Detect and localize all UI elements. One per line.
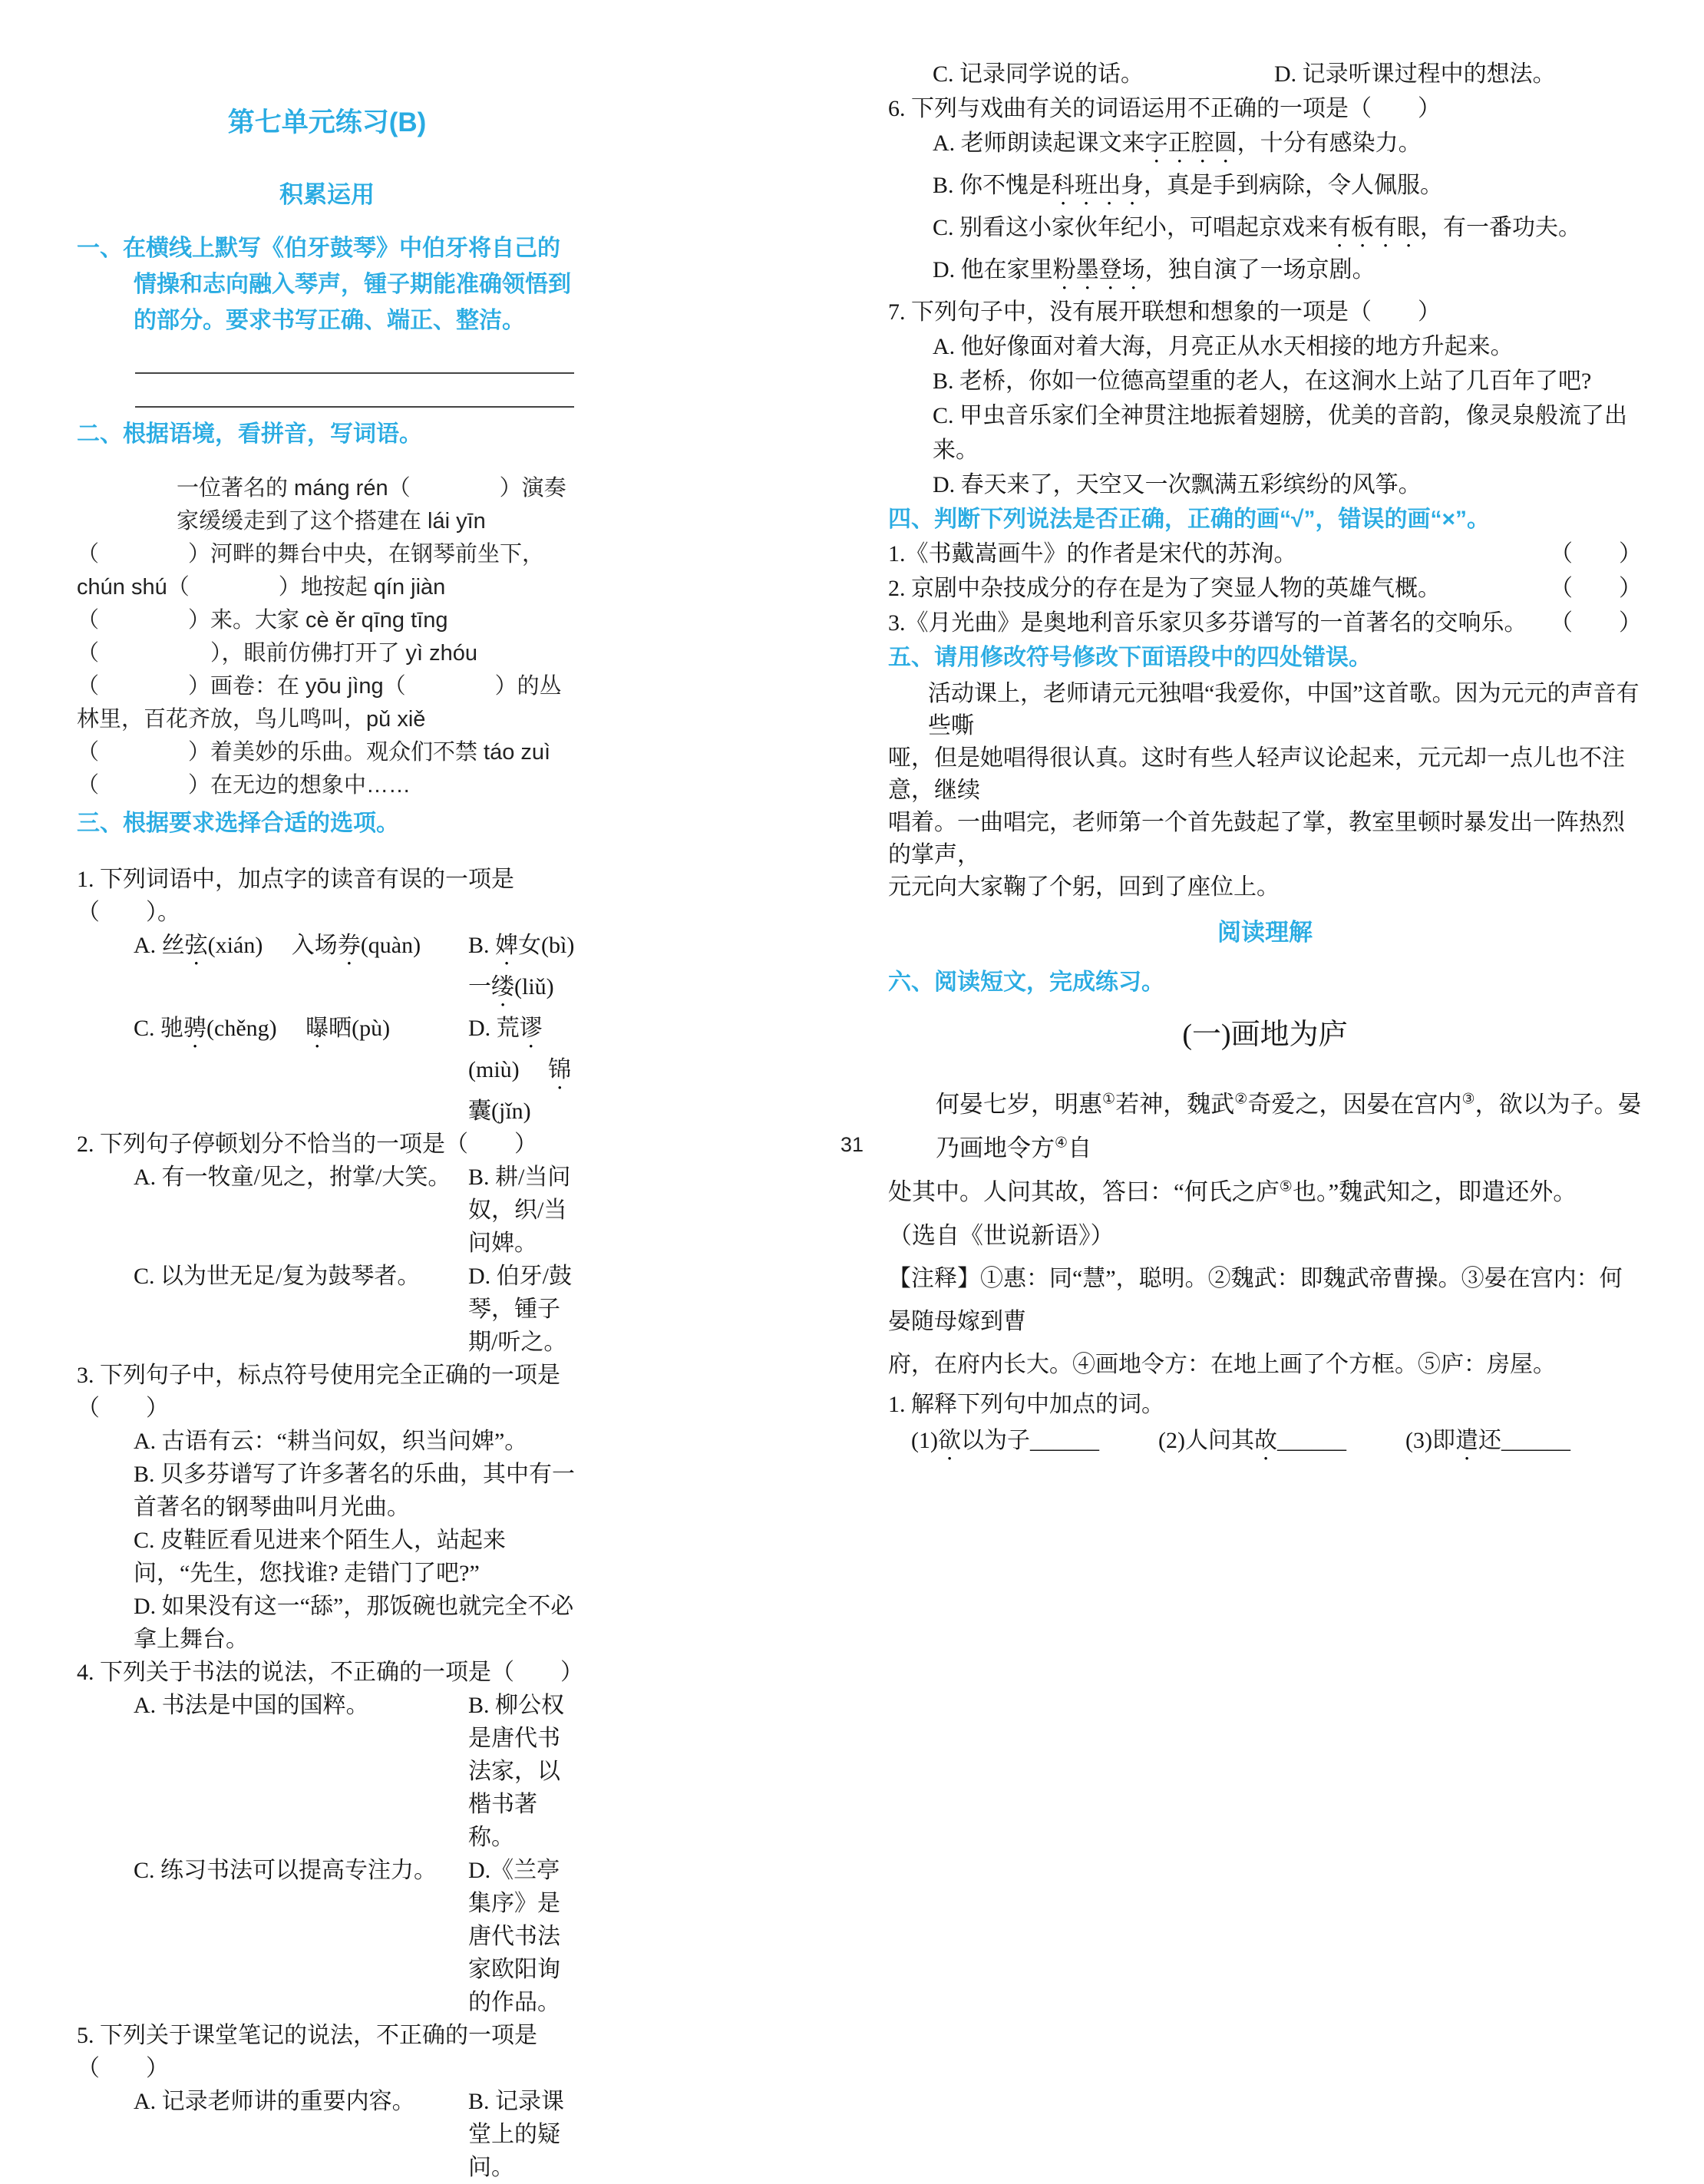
note-line: 府，在府内长大。④画地令方：在地上画了个方框。⑤庐：房屋。 <box>888 1352 1556 1377</box>
option-row <box>77 1161 577 1260</box>
option-a: A. 记录老师讲的重要内容。 <box>134 2089 415 2114</box>
option-d: D. 如果没有这一“舔”，那饭碗也就完全不必拿上舞台。 <box>134 1594 574 1652</box>
question-3-heading: 三、根据要求选择合适的选项。 <box>77 811 399 836</box>
option-a: A. 他好像面对着大海，月亮正从水天相接的地方升起来。 <box>933 334 1514 359</box>
answer-writing-line <box>135 372 574 374</box>
passage-notes <box>888 1257 1642 1386</box>
fill-blank: (1)欲以为子______ <box>911 1428 1099 1453</box>
judge-item <box>888 537 1642 571</box>
fill-blank: (3)即遣还______ <box>1405 1428 1570 1453</box>
option-a: A. 古语有云：“耕当问奴，织当问婢”。 <box>134 1429 528 1454</box>
fill-blank: (2)人问其故______ <box>1158 1428 1346 1453</box>
paragraph-line: 活动课上，老师请元元独唱“我爱你，中国”这首歌。因为元元的声音有些嘶 <box>928 681 1640 738</box>
option-b: B. 耕/当问奴，织/当问婢。 <box>468 1165 571 1256</box>
option-c: C. 练习书法可以提高专注力。 <box>134 1858 438 1883</box>
option-a: A. 丝弦(xián) 入场券(quàn) <box>134 933 421 958</box>
part-heading-reading: 阅读理解 <box>1217 919 1313 946</box>
pinyin-paragraph <box>77 472 577 802</box>
option-b: B. 老桥，你如一位德高望重的老人，在这涧水上站了几百年了吧? <box>933 368 1592 394</box>
page-title: 第七单元练习(B) <box>227 107 427 137</box>
option-c: C. 皮鞋匠看见进来个陌生人，站起来问，“先生，您找谁? 走错门了吧?” <box>134 1528 507 1586</box>
question-stem: 3. 下列句子中，标点符号使用完全正确的一项是（ ） <box>77 1363 560 1421</box>
option-b: B. 记录课堂上的疑问。 <box>468 2089 565 2180</box>
option-row <box>77 2085 577 2184</box>
question-stem: 4. 下列关于书法的说法，不正确的一项是（ ） <box>77 1660 583 1685</box>
option-b: B. 婢女(bì) 一缕(liǔ) <box>468 933 603 999</box>
option-d: D. 记录听课过程中的想法。 <box>1274 61 1556 87</box>
right-column <box>888 0 1642 1465</box>
judge-blank: （ ） <box>1550 610 1642 636</box>
paragraph-line: 元元向大家鞠了个躬，回到了座位上。 <box>888 874 1280 900</box>
section-4-heading: 四、判断下列说法是否正确，正确的画“√”，错误的画“×”。 <box>888 507 1490 532</box>
pinyin-line: 一位著名的 máng rén（ ）演奏家缓缓走到了这个搭建在 lái yīn <box>177 476 566 534</box>
page-number: 31 <box>840 1133 864 1156</box>
option-b: B. 贝多芬谱写了许多著名的乐曲，其中有一首著名的钢琴曲叫月光曲。 <box>134 1462 576 1520</box>
option-d: D. 春天来了，天空又一次飘满五彩缤纷的风筝。 <box>933 472 1422 497</box>
judge-item <box>888 571 1642 606</box>
option-c: C. 甲虫音乐家们全神贯注地振着翅膀，优美的音韵，像灵泉般流了出来。 <box>933 403 1628 463</box>
classical-passage <box>888 1082 1642 1257</box>
judge-item <box>888 606 1642 640</box>
option-a: A. 有一牧童/见之，拊掌/大笑。 <box>134 1165 451 1190</box>
section-5-heading: 五、请用修改符号修改下面语段中的四处错误。 <box>888 645 1372 670</box>
option-a: A. 书法是中国的国粹。 <box>134 1693 369 1718</box>
judge-blank: （ ） <box>1550 541 1642 567</box>
pinyin-line: （ ）河畔的舞台中央，在钢琴前坐下，chún shú（ ）地按起 qín jiàn <box>77 542 545 600</box>
question-2-heading: 二、根据语境，看拼音，写词语。 <box>77 421 422 447</box>
option-row <box>77 1854 577 2019</box>
left-column <box>77 0 603 2184</box>
passage-line: 处其中。人问其故，答曰：“何氏之庐⑤也。”魏武知之，即遣还外。 （选自《世说新语》） <box>888 1178 1595 1249</box>
paragraph-line: 唱着。一曲唱完，老师第一个首先鼓起了掌，教室里顿时暴发出一阵热烈的掌声， <box>888 810 1625 867</box>
section-6-heading: 六、阅读短文，完成练习。 <box>888 970 1164 995</box>
judge-text: 1.《书戴嵩画牛》的作者是宋代的苏洵。 <box>888 541 1297 567</box>
pinyin-line: （ ）画卷：在 yōu jìng（ ）的丛林里，百花齐放，鸟儿鸣叫，pǔ xiě <box>77 674 562 732</box>
option-c: C. 驰骋(chěng) 曝晒(pù) <box>134 1016 391 1041</box>
option-c: C. 以为世无足/复为鼓琴者。 <box>134 1264 421 1289</box>
pinyin-line: （ ）来。大家 cè ěr qīng tīng（ ），眼前仿佛打开了 yì zhóu <box>77 608 478 666</box>
question-stem: 5. 下列关于课堂笔记的说法，不正确的一项是（ ） <box>77 2023 537 2081</box>
fill-blank-row <box>888 1423 1642 1465</box>
question-stem: 6. 下列与戏曲有关的词语运用不正确的一项是（ ） <box>888 96 1441 121</box>
option-c: C. 记录同学说的话。 <box>933 61 1144 87</box>
option-b: B. 柳公权是唐代书法家，以楷书著称。 <box>468 1693 565 1850</box>
reading-question-stem: 1. 解释下列句中加点的词。 <box>888 1392 1164 1417</box>
passage-title: (一)画地为庐 <box>1182 1019 1348 1051</box>
option-row <box>77 1689 577 1854</box>
passage-line: 何晏七岁，明惠①若神，魏武②奇爱之，因晏在宫内③，欲以为子。晏乃画地令方④自 <box>936 1091 1642 1161</box>
pinyin-line: （ ）着美妙的乐曲。观众们不禁 táo zuì（ ）在无边的想象中…… <box>77 740 551 798</box>
question-stem: 2. 下列句子停顿划分不恰当的一项是（ ） <box>77 1132 537 1157</box>
option-d: D. 他在家里粉墨登场，独自演了一场京剧。 <box>933 257 1375 282</box>
judge-text: 3.《月光曲》是奥地利音乐家贝多芬谱写的一首著名的交响乐。 <box>888 610 1527 636</box>
option-a: A. 老师朗读起课文来字正腔圆，十分有感染力。 <box>933 131 1422 156</box>
option-b: B. 你不愧是科班出身，真是手到病除，令人佩服。 <box>933 173 1444 198</box>
option-row <box>888 57 1642 91</box>
option-row <box>77 1260 577 1359</box>
note-line: 【注释】①惠：同“慧”，聪明。②魏武：即魏武帝曹操。③晏在宫内：何晏随母嫁到曹 <box>888 1266 1623 1334</box>
answer-writing-line <box>135 406 574 408</box>
option-row <box>77 929 603 1012</box>
option-d: D. 荒谬(miù) 锦囊(jǐn) <box>468 1016 572 1124</box>
option-d: D.《兰亭集序》是唐代书法家欧阳询的作品。 <box>468 1858 560 2015</box>
option-c: C. 别看这小家伙年纪小，可唱起京戏来有板有眼，有一番功夫。 <box>933 215 1582 240</box>
question-stem: 7. 下列句子中，没有展开联想和想象的一项是（ ） <box>888 299 1441 325</box>
judge-text: 2. 京剧中杂技成分的存在是为了突显人物的英雄气概。 <box>888 576 1441 601</box>
option-row <box>77 1012 577 1128</box>
paragraph-line: 哑，但是她唱得很认真。这时有些人轻声议论起来，元元却一点儿也不注意，继续 <box>888 745 1625 803</box>
part-heading-accumulation: 积累运用 <box>279 181 375 208</box>
option-d: D. 伯牙/鼓琴，锺子期/听之。 <box>468 1264 572 1355</box>
question-stem: 1. 下列词语中，加点字的读音有误的一项是（ ）。 <box>77 867 514 925</box>
judge-blank: （ ） <box>1550 576 1642 601</box>
question-1-heading: 一、在横线上默写《伯牙鼓琴》中伯牙将自己的情操和志向融入琴声，锺子期能准确领悟到的部分。要求书写正确、端正、整洁。 <box>77 236 571 333</box>
revision-paragraph <box>888 678 1642 904</box>
